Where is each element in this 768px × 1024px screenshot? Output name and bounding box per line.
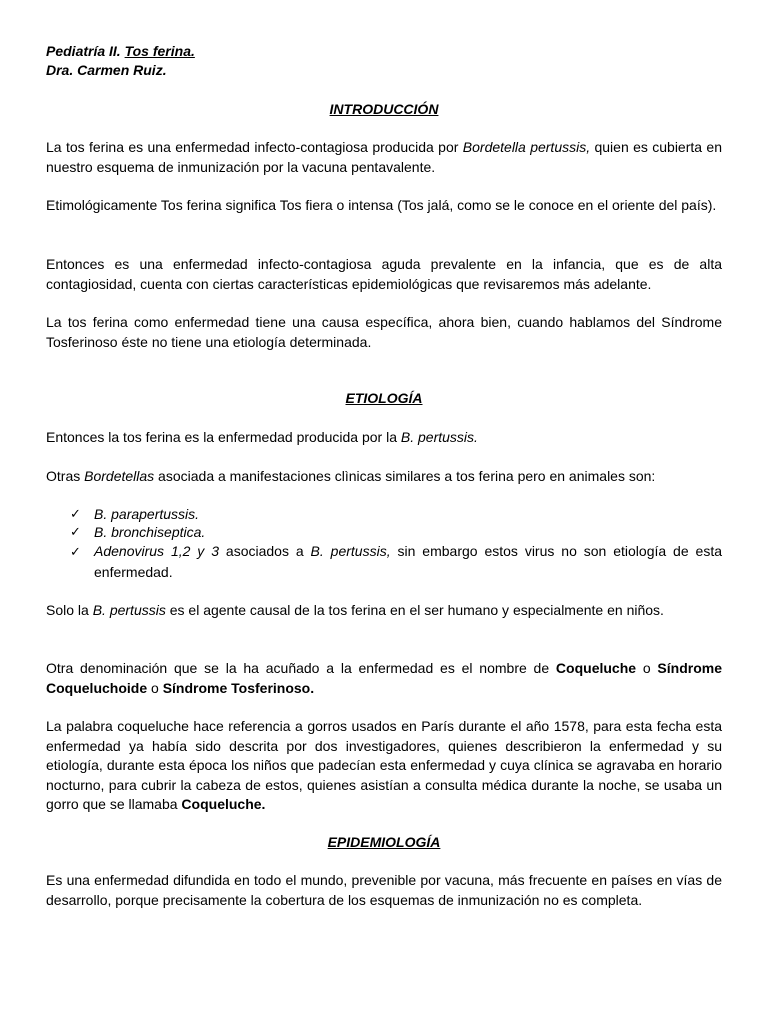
etio-p1-text-a: Entonces la tos ferina es la enfermedad producida por la: [46, 429, 401, 445]
etio-p3-text-a: Solo la: [46, 602, 93, 618]
checklist-item: [70, 505, 722, 523]
intro-p1-text-a: La tos ferina es una enfermedad infecto-contagiosa producida por: [46, 139, 463, 155]
etio-paragraph-4: [46, 659, 722, 698]
etio-p4-term-coqueluchoide: Síndrome Coqueluchoide: [46, 660, 722, 696]
etio-p3-text-c: es el agente causal de la tos ferina en el ser humano y especialmente en niños.: [165, 602, 664, 618]
topic-title: Tos ferina.: [124, 43, 195, 59]
etio-p2-genus: Bordetellas: [84, 468, 155, 484]
etio-p3-species: B. pertussis: [92, 602, 166, 618]
intro-p1-species: Bordetella pertussis,: [462, 139, 591, 155]
etio-p4-text-a: Otra denominación que se la ha acuñado a la enfermedad es el nombre de: [46, 660, 556, 676]
checklist-item-text: B. parapertussis.: [94, 506, 200, 522]
intro-paragraph-3: Entonces es una enfermedad infecto-contagiosa aguda prevalente en la infancia, que es de alta contagiosidad, cuenta con ciertas características epidemiológicas que revisaremos más adelante.: [46, 256, 722, 292]
checkmark-icon: ✓: [70, 544, 81, 559]
checklist-item-text: sin embargo estos virus no son etiología de esta enfermedad.: [94, 543, 722, 580]
etio-paragraph-2: [46, 467, 722, 487]
etio-p2-text-a: Otras: [46, 468, 85, 484]
checkmark-icon: ✓: [70, 506, 81, 521]
etio-paragraph-5: [46, 717, 722, 815]
checklist-item: [70, 541, 722, 583]
etio-p2-text-c: asociada a manifestaciones clìnicas similares a tos ferina pero en animales son:: [154, 468, 656, 484]
checklist-item-text: B. bronchiseptica.: [94, 524, 206, 540]
checkmark-icon: ✓: [70, 524, 81, 539]
intro-paragraph-2: Etimológicamente Tos ferina significa Tos fiera o intensa (Tos jalá, como se le conoce en el oriente del país).: [46, 197, 717, 213]
etio-p4-text-e: o: [147, 679, 163, 696]
section-title-epidemiologia: EPIDEMIOLOGÍA: [327, 834, 441, 850]
intro-p1-text-c: quien es cubierta en nuestro esquema de inmunización por la vacuna pentavalente.: [46, 139, 722, 175]
checklist-item-text: asociados a: [219, 543, 311, 559]
header-course-line: [46, 42, 195, 60]
header-author: Dra. Carmen Ruiz.: [46, 62, 167, 78]
etio-p4-term-coqueluche: Coqueluche: [555, 660, 637, 676]
checklist-item-text: B. pertussis,: [310, 543, 391, 559]
intro-paragraph-1: [46, 138, 722, 177]
etio-p4-text-c: o: [636, 660, 658, 676]
etio-p1-species: B. pertussis.: [400, 429, 478, 445]
intro-paragraph-4: La tos ferina como enfermedad tiene una causa específica, ahora bien, cuando hablamos del Síndrome Tosferinoso éste no tiene una etiología determinada.: [46, 314, 722, 350]
species-checklist: [70, 505, 722, 583]
checklist-item: [70, 523, 722, 541]
epi-paragraph-1: Es una enfermedad difundida en todo el mundo, prevenible por vacuna, más frecuente en países en vías de desarrollo, porque precisamente la cobertura de los esquemas de inmunización no es completa.: [46, 872, 722, 908]
etio-paragraph-1: [46, 428, 722, 448]
checklist-item-text: Adenovirus 1,2 y 3: [94, 543, 219, 559]
section-title-etiologia: ETIOLOGÍA: [345, 390, 423, 406]
etio-p4-term-tosferinoso: Síndrome Tosferinoso.: [162, 679, 315, 696]
etio-p5-text-a: La palabra coqueluche hace referencia a gorros usados en París durante el año 1578, para esta fecha esta enfermedad ya había sido descrita por dos investigadores, quienes describieron la enfermedad y su etiología, durante esta época los niños que padecían esta enfermedad y cuya clínica se agravaba en horario nocturno, para cubrir la cabeza de estos, quienes asistían a consulta médica durante la noche, se usaba un gorro que se llamaba: [46, 718, 722, 812]
course-prefix: Pediatría II.: [46, 43, 121, 59]
section-title-introduccion: INTRODUCCIÓN: [329, 101, 439, 117]
etio-paragraph-3: [46, 601, 722, 621]
etio-p5-term-coqueluche: Coqueluche.: [181, 796, 266, 812]
